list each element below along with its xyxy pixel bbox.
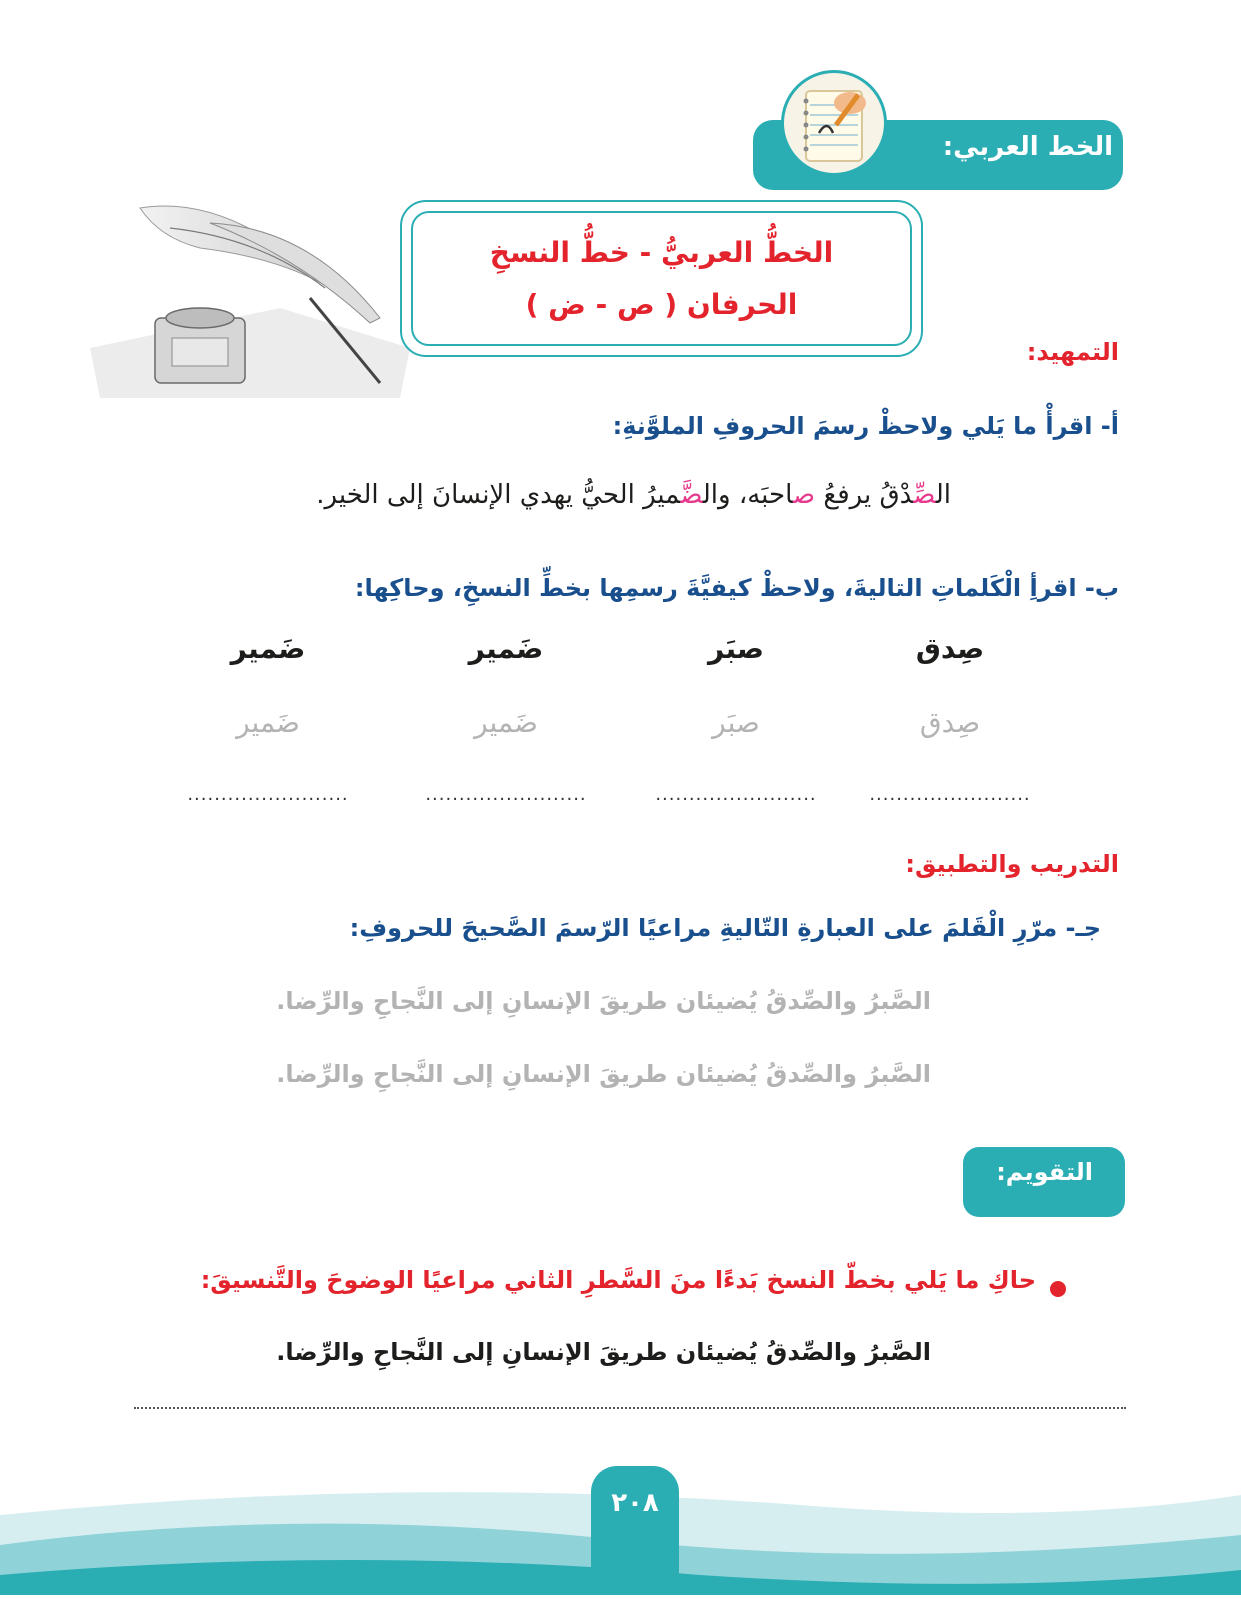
trace-sentence: الصَّبرُ والصِّدقُ يُضيئان طريقَ الإنسانِ إلى النَّجاحِ والرِّضا. bbox=[276, 987, 931, 1015]
highlight-letter-sad: صِّ bbox=[913, 480, 936, 510]
sentence-part: دْقُ يرفعُ bbox=[815, 480, 914, 510]
instruction-b: ب- اقرأِ الْكَلماتِ التاليةَ، ولاحظْ كيفيَّةَ رسمِها بخطِّ النسخِ، وحاكِها: bbox=[354, 574, 1119, 602]
notebook-pencil-icon bbox=[781, 70, 887, 176]
highlight-letter-sad: ص bbox=[793, 480, 816, 510]
sentence-part: احبَه، وال bbox=[702, 480, 794, 510]
instruction-a: أ- اقرأْ ما يَلي ولاحظْ رسمَ الحروفِ الملوَّنةِ: bbox=[612, 412, 1119, 440]
section-title: الخط العربي: bbox=[942, 132, 1113, 162]
writing-line-long[interactable] bbox=[134, 1405, 1126, 1409]
model-word: صِدق bbox=[915, 632, 985, 665]
model-word: ضَمير bbox=[230, 632, 306, 665]
trace-sentence: الصَّبرُ والصِّدقُ يُضيئان طريقَ الإنسانِ إلى النَّجاحِ والرِّضا. bbox=[276, 1060, 931, 1088]
writing-line[interactable]: ........................ bbox=[655, 784, 817, 805]
intro-heading: التمهيد: bbox=[1026, 338, 1119, 366]
model-word: صبَر bbox=[708, 632, 764, 665]
lesson-subtitle: الحرفان ( ص - ض ) bbox=[525, 288, 798, 321]
instruction-c: جـ- مرّرِ الْقَلمَ على العبارةِ التّاليةِ مراعيًا الرّسمَ الصَّحيحَ للحروفِ: bbox=[349, 914, 1101, 942]
writing-line[interactable]: ........................ bbox=[187, 784, 349, 805]
feather-ink-illustration bbox=[80, 198, 410, 403]
sentence-part: ميرُ الحيُّ يهدي الإنسانَ إلى الخير. bbox=[316, 480, 681, 510]
writing-line[interactable]: ........................ bbox=[425, 784, 587, 805]
trace-word: ضَمير bbox=[236, 706, 300, 739]
evaluation-sentence: الصَّبرُ والصِّدقُ يُضيئان طريقَ الإنسانِ إلى النَّجاحِ والرِّضا. bbox=[276, 1338, 931, 1366]
model-word: ضَمير bbox=[468, 632, 544, 665]
page-number: ٢٠٨ bbox=[611, 1488, 659, 1518]
writing-line[interactable]: ........................ bbox=[869, 784, 1031, 805]
bullet-dot bbox=[1050, 1281, 1066, 1297]
trace-word: صبَر bbox=[712, 706, 760, 739]
trace-word: صِدق bbox=[919, 706, 981, 739]
lesson-title-box bbox=[400, 200, 923, 357]
lesson-title: الخطُّ العربيُّ - خطُّ النسخِ bbox=[489, 236, 834, 269]
trace-word: ضَمير bbox=[474, 706, 538, 739]
evaluation-instruction: حاكِ ما يَلي بخطّ النسخ بَدءًا منَ السَّطرِ الثاني مراعيًا الوضوحَ والتَّنسيقَ: bbox=[200, 1266, 1036, 1294]
practice-heading: التدريب والتطبيق: bbox=[905, 850, 1119, 878]
title-box-inner-border bbox=[411, 211, 912, 346]
evaluation-heading: التقويم: bbox=[996, 1158, 1093, 1186]
highlight-letter-dad: ضَّ bbox=[680, 480, 703, 510]
page-number-tab bbox=[591, 1466, 679, 1595]
sentence-part: ال bbox=[935, 480, 951, 510]
sample-sentence bbox=[316, 480, 951, 510]
